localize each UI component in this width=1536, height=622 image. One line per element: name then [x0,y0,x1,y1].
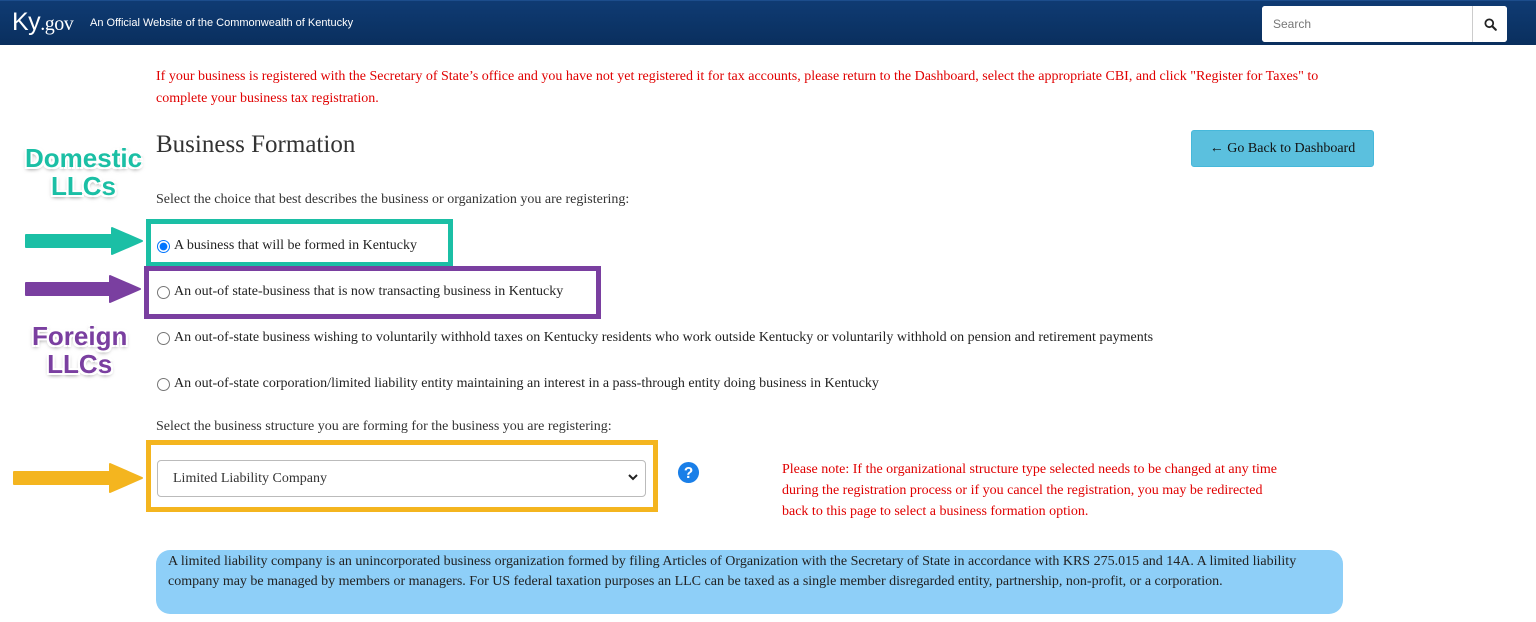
choice-out-of-state-transacting[interactable] [157,284,563,300]
choice-label: An out-of state-business that is now transacting business in Kentucky [174,284,564,299]
logo-gov-text: .gov [40,13,74,35]
foreign-label-line1: Foreign [32,321,128,351]
svg-text:?: ? [683,464,694,482]
search-button[interactable] [1472,6,1507,42]
radio-out-of-state-transacting[interactable] [157,286,170,299]
page-title: Business Formation [156,131,356,158]
search-input[interactable] [1262,6,1472,42]
radio-formed-in-kentucky[interactable] [157,240,170,253]
logo-ky-text: Ky [12,8,41,36]
question-circle-icon[interactable] [677,461,700,484]
foreign-label-line2: LLCs [47,349,113,379]
choice-label: A business that will be formed in Kentucky [174,238,418,253]
teal-arrow-icon [20,226,146,256]
purple-arrow-icon [20,274,144,304]
business-structure-select[interactable] [157,460,646,497]
tax-registration-notice: If your business is registered with the Secretary of State’s office and you have not yet registered it for tax accounts, please return to the Dashboard, select the appropriate CBI, and click "Register for Taxes" to complete your business tax registration. [156,69,1319,106]
domestic-llcs-label [25,144,142,200]
structure-change-note: Please note: If the organizational structure type selected needs to be changed at any time during the registration process or if you cancel the registration, you may be redirected back to this page to select a business formation option. [782,462,1277,519]
header-tagline: An Official Website of the Commonwealth of Kentucky [90,17,354,29]
choice-formed-in-kentucky[interactable] [157,238,417,254]
site-header [0,0,1536,45]
choice-label: An out-of-state business wishing to voluntarily withhold taxes on Kentucky residents who work outside Kentucky or voluntarily withhold on pension and retirement payments [174,330,1154,345]
go-back-to-dashboard-button[interactable]: ← Go Back to Dashboard [1191,130,1374,167]
foreign-llcs-label [32,322,127,378]
yellow-arrow-icon [8,462,146,494]
kygov-logo[interactable] [12,8,73,37]
llc-description: A limited liability company is an unincorporated business organization formed by filing Articles of Organization with the Secretary of State in accordance with KRS 275.015 and 14A. A limited liability company may be managed by members or managers. For US federal taxation purposes an LLC can be taxed as a single member disregarded entity, partnership, non-profit, or a corporation. [156,550,1343,614]
choice-voluntary-withholding[interactable] [157,330,1153,346]
search-box [1262,6,1507,42]
radio-pass-through-interest[interactable] [157,378,170,391]
structure-prompt: Select the business structure you are forming for the business you are registering: [156,419,612,434]
domestic-label-line2: LLCs [51,171,117,201]
search-icon [1484,18,1497,31]
radio-voluntary-withholding[interactable] [157,332,170,345]
choice-label: An out-of-state corporation/limited liability entity maintaining an interest in a pass-through entity doing business in Kentucky [174,376,879,391]
choice-prompt: Select the choice that best describes the business or organization you are registering: [156,192,630,207]
choice-pass-through-interest[interactable] [157,376,879,392]
domestic-label-line1: Domestic [25,143,143,173]
